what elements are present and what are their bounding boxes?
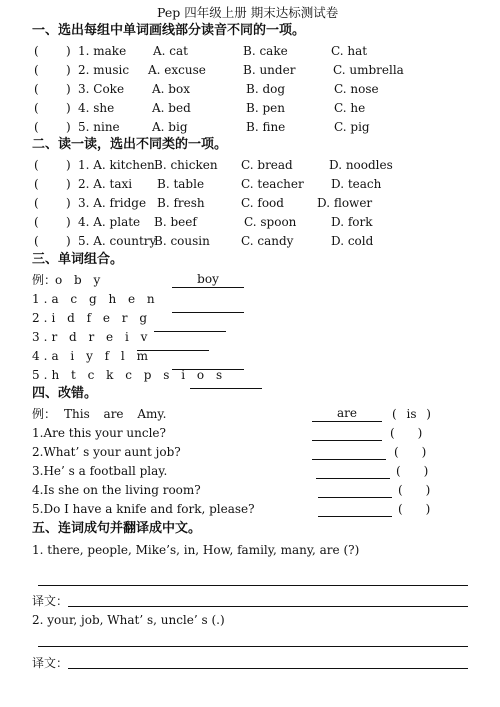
sentence-answer-line[interactable] (38, 646, 468, 647)
sentence-answer-line[interactable] (38, 585, 468, 586)
option-a: A. big (152, 120, 188, 134)
option-a: 1. A. kitchen (78, 158, 155, 172)
scrambled-letters: 4.a i y f l m (32, 349, 152, 363)
s1-row-2 (0, 61, 500, 79)
answer-blank[interactable] (312, 426, 382, 441)
answer-paren-right: ) (66, 44, 71, 58)
s4-item-5 (0, 500, 500, 518)
example-answer: boy (197, 272, 219, 286)
scrambled-sentence: 2. your, job, What’ s, uncle’ s (.) (32, 613, 225, 627)
option-b: B. beef (154, 215, 197, 229)
answer-paren-left: ( (34, 44, 39, 58)
answer-paren-left: ( (34, 215, 39, 229)
option-d: D. teach (331, 177, 382, 191)
s5-item-2-translation (0, 654, 500, 672)
answer-blank[interactable] (312, 445, 386, 460)
error-sentence: 1.Are this your uncle? (32, 426, 166, 440)
option-a: 5. A. country (78, 234, 157, 248)
error-sentence: 4.Is she on the living room? (32, 483, 201, 497)
section-5-heading-line (0, 520, 500, 538)
s4-item-2 (0, 443, 500, 461)
example-answer-blank (172, 273, 244, 288)
option-d: D. noodles (329, 158, 393, 172)
scrambled-letters: 3.r d r e i v (32, 330, 152, 344)
answer-paren-right: ) (66, 196, 71, 210)
correction-paren[interactable]: ( ) (398, 483, 431, 497)
option-c: C. teacher (241, 177, 304, 191)
example-correction: ( is ) (392, 407, 431, 421)
s4-item-3 (0, 462, 500, 480)
section-1-heading-line (0, 22, 500, 40)
answer-paren-right: ) (66, 82, 71, 96)
scrambled-letters: 5.h t c k c p s i o s (32, 368, 227, 382)
option-a: A. excuse (148, 63, 206, 77)
option-c: C. umbrella (333, 63, 404, 77)
s2-row-2 (0, 175, 500, 193)
example-sentence: This are Amy. (64, 407, 167, 421)
translation-label: 译文： (32, 594, 69, 608)
answer-paren-left: ( (34, 63, 39, 77)
answer-paren-left: ( (34, 82, 39, 96)
s2-row-5 (0, 232, 500, 250)
option-a: A. box (152, 82, 190, 96)
option-b: B. pen (246, 101, 285, 115)
question-word: 3. Coke (78, 82, 125, 96)
answer-paren-left: ( (34, 196, 39, 210)
option-a: A. cat (153, 44, 188, 58)
correction-paren[interactable]: ( ) (394, 445, 427, 459)
s1-row-5 (0, 118, 500, 136)
answer-paren-right: ) (66, 101, 71, 115)
page-title: Pep 四年级上册 期末达标测试卷 (157, 5, 339, 20)
s4-item-4 (0, 481, 500, 499)
option-c: C. pig (334, 120, 370, 134)
title-line (0, 4, 500, 22)
option-b: B. under (243, 63, 296, 77)
s4-example-row (0, 405, 500, 423)
translation-label: 译文： (32, 656, 69, 670)
question-word: 2. music (78, 63, 130, 77)
answer-paren-right: ) (66, 215, 71, 229)
s2-row-4 (0, 213, 500, 231)
option-b: B. cousin (154, 234, 210, 248)
answer-blank[interactable] (316, 464, 390, 479)
option-c: C. food (241, 196, 284, 210)
s3-item-4 (0, 347, 500, 365)
option-c: C. he (334, 101, 366, 115)
option-b: B. fine (246, 120, 286, 134)
answer-paren-right: ) (66, 234, 71, 248)
s5-item-1-translation (0, 592, 500, 610)
scrambled-letters: 1.a c g h e n (32, 292, 159, 306)
option-d: D. flower (317, 196, 373, 210)
option-d: D. cold (331, 234, 374, 248)
translation-answer-line[interactable] (68, 606, 468, 607)
correction-paren[interactable]: ( ) (398, 502, 431, 516)
option-b: B. cake (243, 44, 288, 58)
answer-paren-left: ( (34, 101, 39, 115)
option-d: D. fork (331, 215, 373, 229)
option-c: C. spoon (244, 215, 297, 229)
option-c: C. candy (241, 234, 294, 248)
example-answer-blank (312, 407, 382, 422)
s2-row-1 (0, 156, 500, 174)
section-4-heading-line (0, 385, 500, 403)
option-a: 4. A. plate (78, 215, 141, 229)
question-word: 4. she (78, 101, 115, 115)
answer-paren-right: ) (66, 158, 71, 172)
answer-paren-left: ( (34, 158, 39, 172)
answer-paren-right: ) (66, 120, 71, 134)
option-c: C. bread (241, 158, 293, 172)
option-a: 2. A. taxi (78, 177, 133, 191)
section-2-heading: 二、读一读，选出不同类的一项。 (32, 137, 228, 152)
error-sentence: 2.What’ s your aunt job? (32, 445, 181, 459)
question-word: 5. nine (78, 120, 120, 134)
option-b: B. table (157, 177, 205, 191)
option-c: C. hat (331, 44, 368, 58)
answer-paren-left: ( (34, 234, 39, 248)
correction-paren[interactable]: ( ) (396, 464, 429, 478)
s3-item-5 (0, 366, 500, 384)
option-c: C. nose (334, 82, 379, 96)
error-sentence: 3.He’ s a football play. (32, 464, 168, 478)
scrambled-letters: 2.i d f e r g (32, 311, 152, 325)
error-sentence: 5.Do I have a knife and fork, please? (32, 502, 255, 516)
answer-paren-right: ) (66, 63, 71, 77)
question-word: 1. make (78, 44, 127, 58)
s3-item-2 (0, 309, 500, 327)
s5-item-2-words (0, 611, 500, 629)
s2-row-3 (0, 194, 500, 212)
translation-answer-line[interactable] (68, 668, 468, 669)
section-5-heading: 五、连词成句并翻译成中文。 (32, 521, 202, 536)
correction-paren[interactable]: ( ) (390, 426, 423, 440)
s4-item-1 (0, 424, 500, 442)
s1-row-4 (0, 99, 500, 117)
section-4-heading: 四、改错。 (32, 386, 98, 401)
option-b: B. fresh (157, 196, 205, 210)
example-label: 例： (32, 407, 57, 421)
section-1-heading: 一、选出每组中单词画线部分读音不同的一项。 (32, 23, 306, 38)
answer-paren-right: ) (66, 177, 71, 191)
section-3-heading-line (0, 251, 500, 269)
section-2-heading-line (0, 136, 500, 154)
s3-item-1 (0, 290, 500, 308)
answer-blank[interactable] (318, 502, 392, 517)
example-label: 例： (32, 273, 57, 287)
s1-row-1 (0, 42, 500, 60)
answer-paren-left: ( (34, 177, 39, 191)
example-answer: are (337, 406, 357, 420)
scrambled-sentence: 1. there, people, Mike’s, in, How, family, many, are (?) (32, 543, 360, 557)
answer-paren-left: ( (34, 120, 39, 134)
option-b: B. dog (246, 82, 286, 96)
option-a: A. bed (152, 101, 191, 115)
option-b: B. chicken (154, 158, 218, 172)
option-a: 3. A. fridge (78, 196, 147, 210)
s3-item-3 (0, 328, 500, 346)
section-3-heading: 三、单词组合。 (32, 252, 124, 267)
answer-blank[interactable] (318, 483, 392, 498)
s5-item-1-words (0, 541, 500, 559)
example-letters: o b y (55, 273, 105, 287)
s1-row-3 (0, 80, 500, 98)
s3-example-row (0, 271, 500, 289)
